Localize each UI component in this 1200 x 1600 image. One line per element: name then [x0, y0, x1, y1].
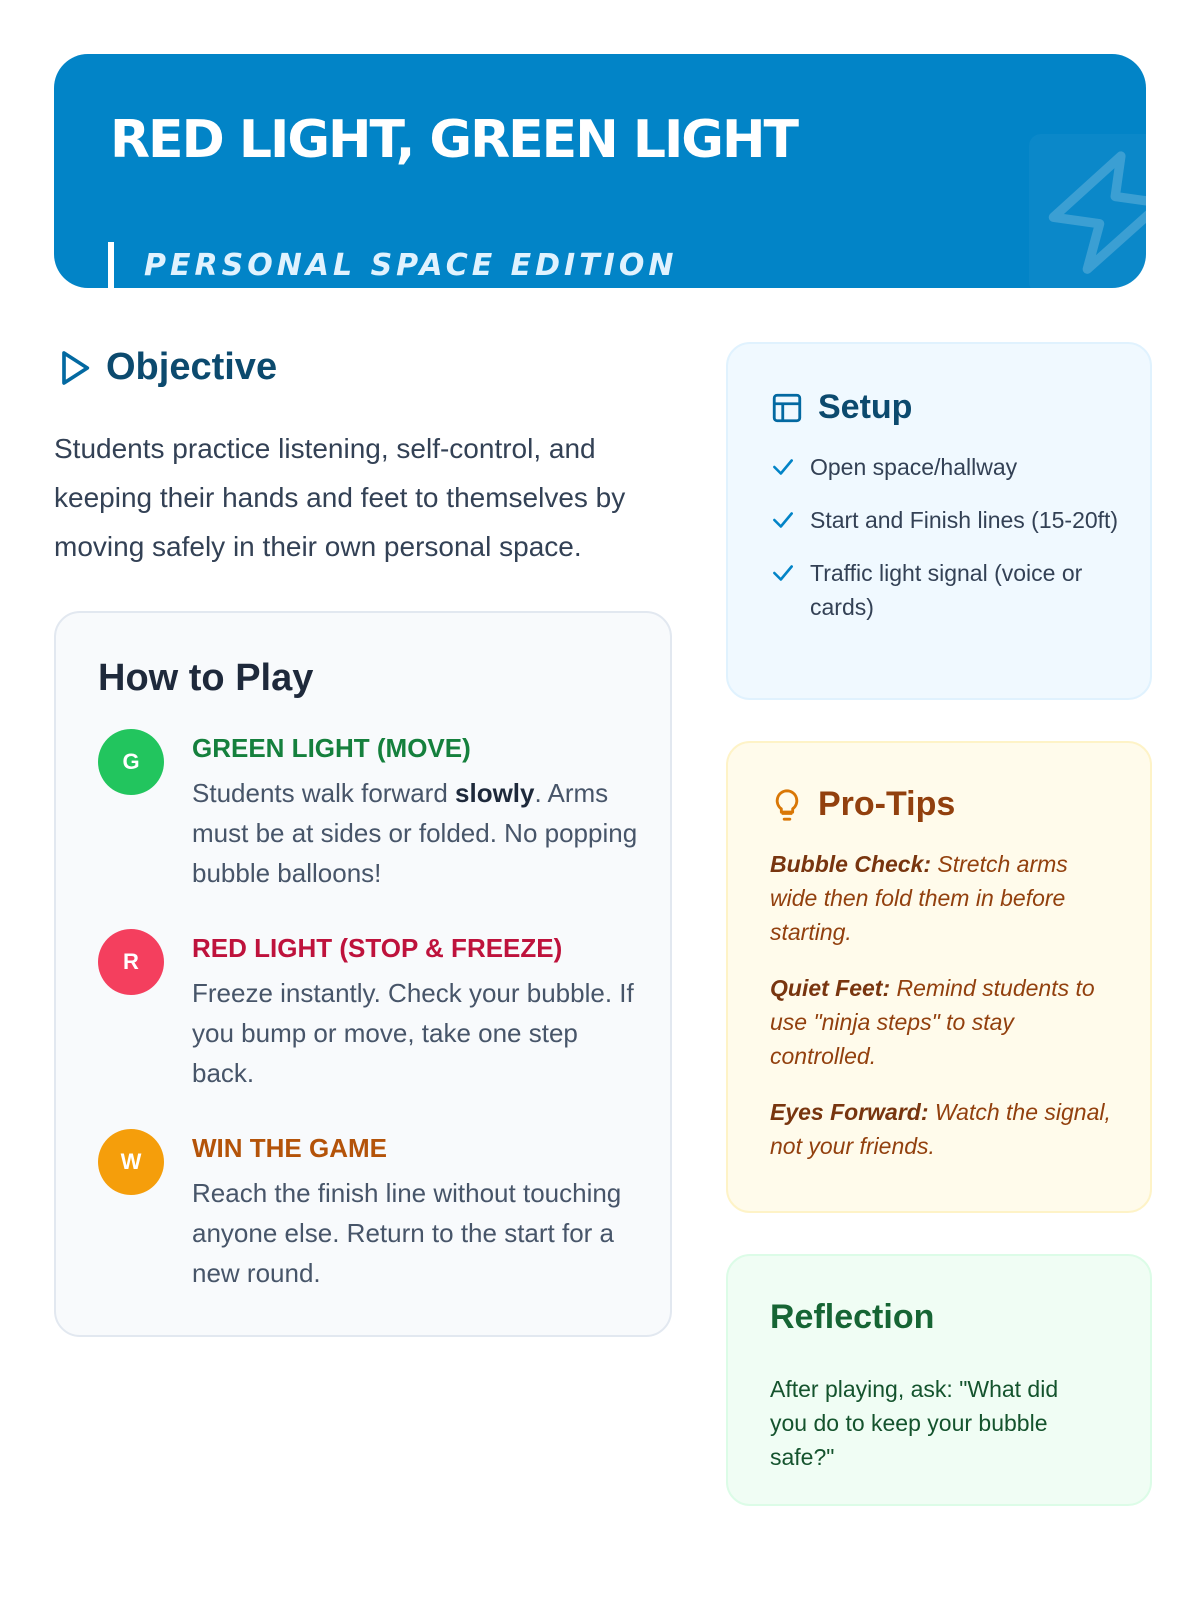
list-item: Traffic light signal (voice or cards) — [770, 556, 1120, 624]
pro-tips-title: Pro-Tips — [818, 785, 956, 823]
step-red-light — [98, 929, 638, 1099]
objective-text: Students practice listening, self-control, and keeping their hands and feet to themselves by moving safely in their own personal space. — [54, 433, 626, 562]
reflection-card — [726, 1254, 1152, 1506]
step-title: GREEN LIGHT (MOVE) — [192, 733, 471, 763]
step-text: Students walk forward slowly. Arms must be at sides or folded. No popping bubble balloons! — [192, 778, 638, 888]
step-badge: R — [98, 929, 164, 995]
list-item: Open space/hallway — [770, 450, 1120, 484]
list-item: Start and Finish lines (15-20ft) — [770, 503, 1120, 537]
tip-item: Eyes Forward: Watch the signal, not your friends. — [770, 1099, 1111, 1159]
check-icon — [770, 454, 796, 480]
pro-tips-heading — [770, 785, 955, 824]
step-badge: G — [98, 729, 164, 795]
check-icon — [770, 560, 796, 586]
step-text: Freeze instantly. Check your bubble. If you bump or move, take one step back. — [192, 978, 634, 1088]
check-icon — [770, 507, 796, 533]
step-title: WIN THE GAME — [192, 1133, 387, 1163]
objective-heading — [54, 346, 277, 389]
tip-item: Quiet Feet: Remind students to use "ninja steps" to stay controlled. — [770, 975, 1095, 1069]
lightbulb-icon — [770, 788, 804, 822]
setup-list — [770, 450, 1120, 643]
step-green-light — [98, 729, 638, 899]
tip-item: Bubble Check: Stretch arms wide then fold them in before starting. — [770, 851, 1068, 945]
setup-title: Setup — [818, 388, 913, 426]
how-to-play-card — [54, 611, 672, 1337]
objective-title: Objective — [106, 346, 278, 388]
setup-heading — [770, 388, 912, 427]
pro-tips-card — [726, 741, 1152, 1213]
header-decoration — [1029, 134, 1146, 288]
step-text: Reach the finish line without touching anyone else. Return to the start for a new round. — [192, 1178, 622, 1288]
step-win-game — [98, 1129, 638, 1299]
lightning-icon — [1037, 138, 1146, 288]
step-title: RED LIGHT (STOP & FREEZE) — [192, 933, 563, 963]
how-to-play-title: How to Play — [98, 657, 314, 699]
header-banner — [54, 54, 1146, 288]
reflection-text: After playing, ask: "What did you do to keep your bubble safe?" — [770, 1376, 1059, 1470]
setup-card — [726, 342, 1152, 700]
play-icon — [54, 348, 94, 388]
reflection-title: Reflection — [770, 1298, 935, 1336]
layout-icon — [770, 391, 804, 425]
page-title: RED LIGHT, GREEN LIGHT — [110, 110, 797, 170]
step-badge: W — [98, 1129, 164, 1195]
page-subtitle: PERSONAL SPACE EDITION — [108, 242, 677, 288]
reflection-heading — [770, 1298, 934, 1337]
